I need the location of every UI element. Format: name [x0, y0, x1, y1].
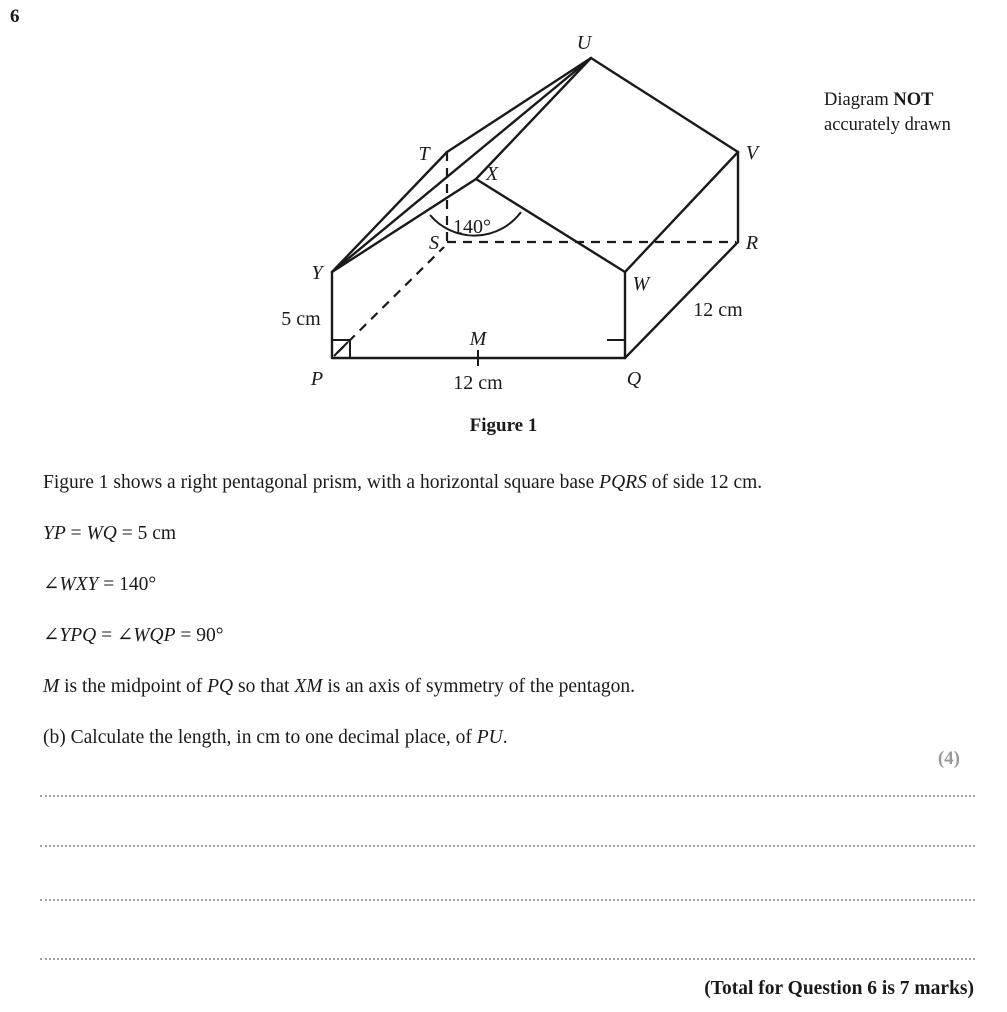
note-prefix: Diagram [824, 90, 894, 110]
stmt2-val: = 5 cm [116, 523, 177, 544]
right-angle-tick-P [334, 342, 348, 356]
stmt2-eq1: = [65, 523, 87, 544]
statement-midpoint [43, 674, 973, 700]
stmt5-d: so that [233, 676, 295, 697]
edge-T-Y [332, 152, 447, 272]
stmt3-anglesym: ∠ [43, 574, 60, 595]
edge-X-W [476, 179, 625, 272]
question-body-text [43, 470, 973, 751]
partb-a: (b) Calculate the length, in cm to one decimal place, of [43, 727, 477, 748]
vertex-label-Y: Y [311, 262, 323, 284]
edge-X-U [476, 58, 591, 179]
figure-caption: Figure 1 [469, 415, 538, 436]
vertex-label-S: S [429, 232, 439, 254]
vertex-label-W: W [632, 273, 650, 295]
question-part-b [43, 725, 973, 751]
answer-line-1[interactable] [40, 795, 975, 797]
stmt3-wxy: WXY [59, 574, 99, 595]
edge-W-V [625, 152, 738, 272]
note-line-2: accurately drawn [824, 115, 951, 135]
dimension-label-12cm-depth: 12 cm [693, 299, 743, 321]
total-marks-footer: (Total for Question 6 is 7 marks) [704, 978, 974, 999]
stmt4-anglesym1: ∠ [43, 625, 60, 646]
right-angle-marker-Q [607, 340, 625, 358]
stmt5-f: is an axis of symmetry of the pentagon. [322, 676, 635, 697]
stmt5-pq: PQ [207, 676, 234, 697]
partb-c: . [502, 727, 508, 748]
stmt3-val: = 140° [98, 574, 157, 595]
vertex-label-P: P [310, 368, 324, 390]
statement-intro [43, 470, 973, 496]
intro-part-pqrs: PQRS [599, 472, 647, 493]
stmt4-ypq: YPQ [59, 625, 97, 646]
edge-P-S-hidden [337, 247, 444, 353]
stmt4-wqp: WQP [133, 625, 176, 646]
vertex-label-M: M [469, 328, 487, 350]
note-bold-not: NOT [893, 90, 934, 110]
pentagonal-prism-svg [0, 0, 1007, 400]
vertex-label-T: T [418, 143, 430, 165]
stmt2-wq: WQ [86, 523, 117, 544]
stmt4-eq: = ∠ [96, 625, 134, 646]
vertex-label-X: X [485, 163, 499, 185]
partb-pu: PU [476, 727, 503, 748]
edge-U-V [591, 58, 738, 152]
vertex-label-R: R [745, 232, 759, 254]
stmt5-m: M [43, 676, 60, 697]
statement-angle-ypq-wqp [43, 623, 973, 649]
statement-yp-wq [43, 521, 973, 547]
stmt5-b: is the midpoint of [59, 676, 208, 697]
marks-allocation-b: (4) [937, 748, 960, 769]
vertex-label-V: V [745, 142, 759, 164]
edge-Y-U [332, 58, 591, 272]
answer-line-2[interactable] [40, 845, 975, 847]
edge-T-U [447, 58, 591, 152]
stmt4-val: = 90° [175, 625, 224, 646]
answer-line-4[interactable] [40, 958, 975, 960]
dimension-label-5cm: 5 cm [281, 308, 321, 330]
vertex-label-Q: Q [626, 368, 642, 390]
stmt5-xm: XM [294, 676, 323, 697]
vertex-label-U: U [576, 32, 592, 54]
question-number: 6 [10, 6, 20, 27]
figure-1-diagram [0, 0, 1007, 400]
answer-line-3[interactable] [40, 899, 975, 901]
dimension-label-12cm-base: 12 cm [453, 372, 503, 394]
intro-part-a: Figure 1 shows a right pentagonal prism, with a horizontal square base [43, 472, 600, 493]
statement-angle-wxy [43, 572, 973, 598]
angle-label-140: 140° [453, 216, 491, 238]
stmt2-yp: YP [43, 523, 66, 544]
intro-part-c: of side 12 cm. [646, 472, 763, 493]
